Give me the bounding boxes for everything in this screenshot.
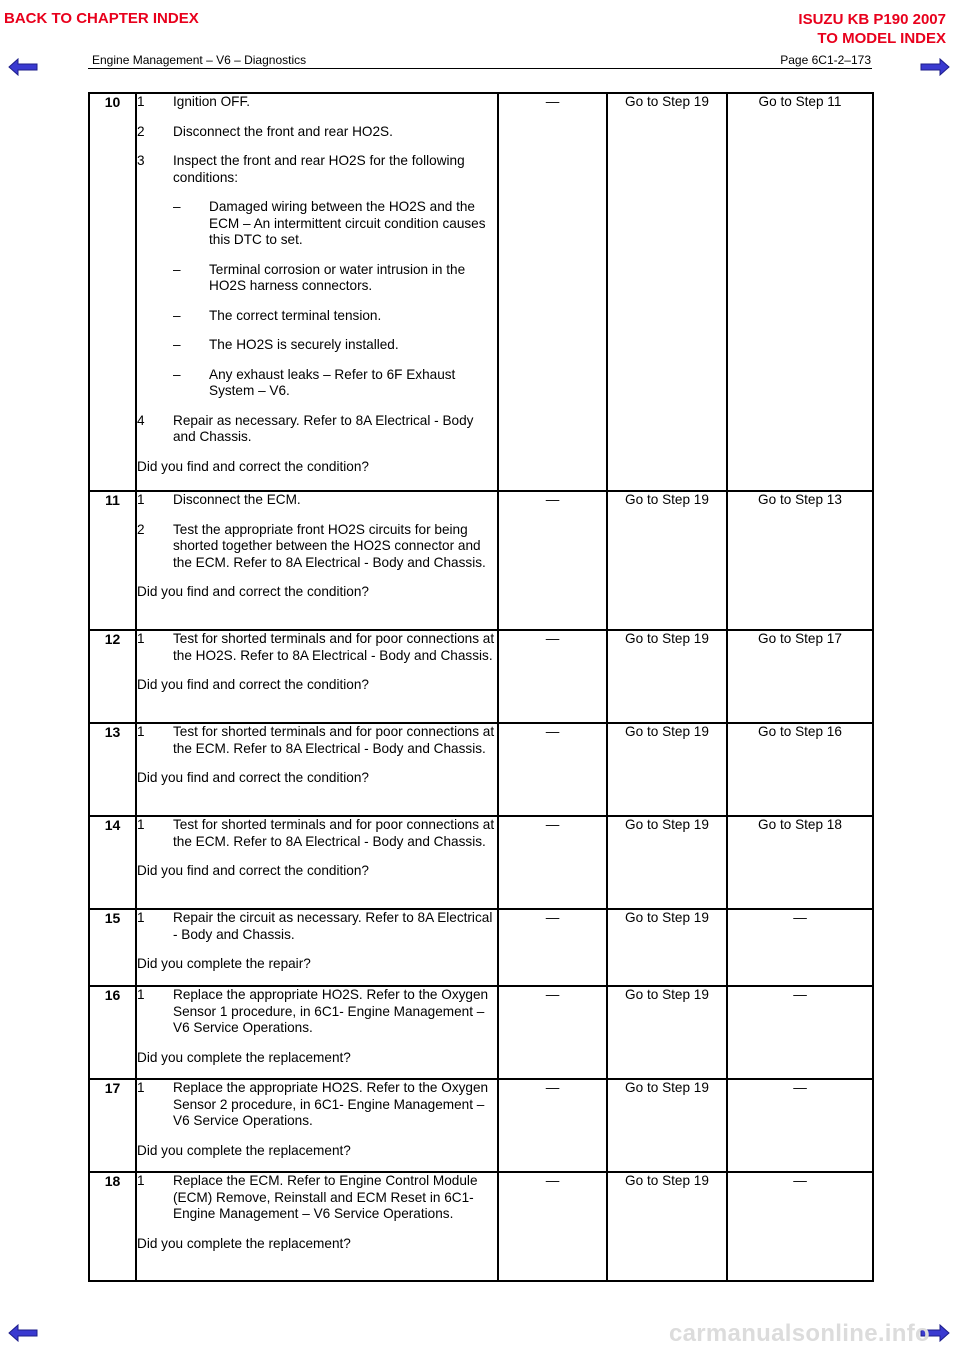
sub-list-item: [173, 308, 497, 325]
step-number: 16: [89, 986, 136, 1079]
item-number: 1: [137, 987, 145, 1002]
step-question: Did you find and correct the condition?: [137, 863, 369, 878]
list-item: [137, 1173, 497, 1223]
step-value: —: [498, 93, 607, 491]
step-action: [136, 1079, 498, 1172]
step-action: [136, 816, 498, 909]
item-text: Repair as necessary. Refer to 8A Electrical - Body and Chassis.: [173, 412, 474, 444]
item-text: Damaged wiring between the HO2S and the ECM – An intermittent circuit condition causes this DTC to set.: [209, 199, 486, 247]
item-text: Terminal corrosion or water intrusion in the HO2S harness connectors.: [209, 261, 466, 293]
item-text: The HO2S is securely installed.: [209, 337, 399, 352]
table-row: [89, 1172, 873, 1281]
yes-action: Go to Step 19: [607, 491, 727, 630]
table-row: [89, 909, 873, 986]
yes-action: Go to Step 19: [607, 93, 727, 491]
list-item: [137, 124, 497, 141]
yes-action: Go to Step 19: [607, 986, 727, 1079]
page-number: Page 6C1-2–173: [780, 53, 871, 67]
sub-list-item: [173, 262, 497, 295]
step-action: [136, 723, 498, 816]
step-question: Did you find and correct the condition?: [137, 677, 369, 692]
no-action: Go to Step 16: [727, 723, 873, 816]
step-question: Did you find and correct the condition?: [137, 458, 369, 474]
step-value: —: [498, 909, 607, 986]
step-number: 15: [89, 909, 136, 986]
item-number: 2: [137, 123, 145, 139]
section-title: Engine Management – V6 – Diagnostics: [92, 53, 307, 67]
yes-action: Go to Step 19: [607, 723, 727, 816]
step-number: 12: [89, 630, 136, 723]
item-text: Disconnect the front and rear HO2S.: [173, 123, 393, 139]
step-number: 10: [89, 93, 136, 491]
list-item: [137, 1080, 497, 1130]
item-text: Test for shorted terminals and for poor connections at the ECM. Refer to 8A Electrical - Body and Chassis.: [173, 817, 495, 849]
no-action: Go to Step 11: [727, 93, 873, 491]
yes-action: Go to Step 19: [607, 1079, 727, 1172]
step-number: 18: [89, 1172, 136, 1281]
bullet-dash: –: [173, 307, 181, 323]
list-item: [137, 724, 497, 757]
step-number: 11: [89, 491, 136, 630]
list-item: [137, 94, 497, 111]
no-action: —: [727, 1172, 873, 1281]
step-number: 14: [89, 816, 136, 909]
list-item: [137, 987, 497, 1037]
list-item: [137, 153, 497, 186]
item-number: 1: [137, 910, 145, 925]
bullet-dash: –: [173, 366, 181, 382]
item-text: Replace the ECM. Refer to Engine Control Module (ECM) Remove, Reinstall and ECM Reset in 6C1- Engine Management – V6 Service Operations.: [173, 1173, 478, 1221]
header-divider: [88, 68, 872, 69]
item-number: 4: [137, 412, 145, 428]
step-number: 17: [89, 1079, 136, 1172]
table-row: [89, 1079, 873, 1172]
list-item: [137, 910, 497, 943]
table-row: [89, 986, 873, 1079]
item-number: 1: [137, 94, 145, 109]
table-row: [89, 93, 873, 491]
item-number: 1: [137, 492, 145, 507]
bullet-dash: –: [173, 199, 181, 214]
table-row: [89, 816, 873, 909]
step-question: Did you find and correct the condition?: [137, 584, 369, 599]
yes-action: Go to Step 19: [607, 1172, 727, 1281]
item-text: Repair the circuit as necessary. Refer to 8A Electrical - Body and Chassis.: [173, 910, 493, 942]
step-value: —: [498, 723, 607, 816]
step-number: 13: [89, 723, 136, 816]
yes-action: Go to Step 19: [607, 630, 727, 723]
no-action: Go to Step 13: [727, 491, 873, 630]
list-item: [137, 492, 497, 509]
diagnostic-table: [88, 92, 874, 1282]
step-question: Did you complete the replacement?: [137, 1142, 351, 1158]
step-value: —: [498, 816, 607, 909]
step-action: [136, 1172, 498, 1281]
item-text: The correct terminal tension.: [209, 307, 382, 323]
item-number: 1: [137, 631, 145, 646]
step-value: —: [498, 1079, 607, 1172]
step-action: [136, 491, 498, 630]
model-index-link[interactable]: [798, 10, 946, 48]
item-text: Test for shorted terminals and for poor connections at the ECM. Refer to 8A Electrical - Body and Chassis.: [173, 724, 495, 756]
item-text: Replace the appropriate HO2S. Refer to the Oxygen Sensor 1 procedure, in 6C1- Engine Management – V6 Service Operations.: [173, 987, 489, 1035]
table-row: [89, 630, 873, 723]
step-question: Did you complete the replacement?: [137, 1235, 351, 1251]
yes-action: Go to Step 19: [607, 816, 727, 909]
bullet-dash: –: [173, 261, 181, 277]
step-action: [136, 986, 498, 1079]
table-row: [89, 723, 873, 816]
item-number: 2: [137, 521, 145, 537]
step-value: —: [498, 986, 607, 1079]
step-action: [136, 909, 498, 986]
table-row: [89, 491, 873, 630]
no-action: Go to Step 17: [727, 630, 873, 723]
no-action: Go to Step 18: [727, 816, 873, 909]
item-text: Test the appropriate front HO2S circuits for being shorted together between the HO2S connector and the ECM. Refer to 8A Electrical - Body and Chassis.: [173, 521, 486, 570]
list-item: [137, 413, 497, 446]
model-name: ISUZU KB P190 2007: [798, 11, 946, 28]
step-action: [136, 93, 498, 491]
previous-page-arrow-icon[interactable]: [8, 1324, 38, 1342]
back-to-chapter-index-link[interactable]: BACK TO CHAPTER INDEX: [4, 10, 199, 27]
step-question: Did you complete the replacement?: [137, 1049, 351, 1065]
step-value: —: [498, 1172, 607, 1281]
yes-action: Go to Step 19: [607, 909, 727, 986]
item-text: Any exhaust leaks – Refer to 6F Exhaust System – V6.: [209, 366, 456, 398]
sub-list-item: [173, 199, 497, 249]
item-number: 1: [137, 724, 145, 739]
step-question: Did you complete the repair?: [137, 956, 311, 971]
item-text: Disconnect the ECM.: [173, 492, 301, 507]
list-item: [137, 817, 497, 850]
item-number: 1: [137, 817, 145, 832]
step-value: —: [498, 491, 607, 630]
sub-list-item: [173, 367, 497, 400]
to-model-index-label: TO MODEL INDEX: [817, 30, 946, 47]
previous-page-arrow-icon[interactable]: [8, 58, 38, 76]
no-action: —: [727, 986, 873, 1079]
item-number: 3: [137, 153, 145, 168]
bullet-dash: –: [173, 337, 181, 352]
item-text: Test for shorted terminals and for poor connections at the HO2S. Refer to 8A Electrical - Body and Chassis.: [173, 631, 495, 663]
item-text: Replace the appropriate HO2S. Refer to the Oxygen Sensor 2 procedure, in 6C1- Engine Management – V6 Service Operations.: [173, 1080, 489, 1128]
list-item: [137, 631, 497, 664]
no-action: —: [727, 1079, 873, 1172]
item-number: 1: [137, 1080, 145, 1095]
sub-list-item: [173, 337, 497, 354]
item-text: Ignition OFF.: [173, 94, 251, 109]
step-value: —: [498, 630, 607, 723]
step-question: Did you find and correct the condition?: [137, 770, 369, 785]
list-item: [137, 522, 497, 572]
no-action: —: [727, 909, 873, 986]
watermark: carmanualsonline.info: [668, 1320, 930, 1347]
item-number: 1: [137, 1173, 145, 1188]
next-page-arrow-icon[interactable]: [920, 58, 950, 76]
item-text: Inspect the front and rear HO2S for the following conditions:: [173, 153, 465, 185]
step-action: [136, 630, 498, 723]
